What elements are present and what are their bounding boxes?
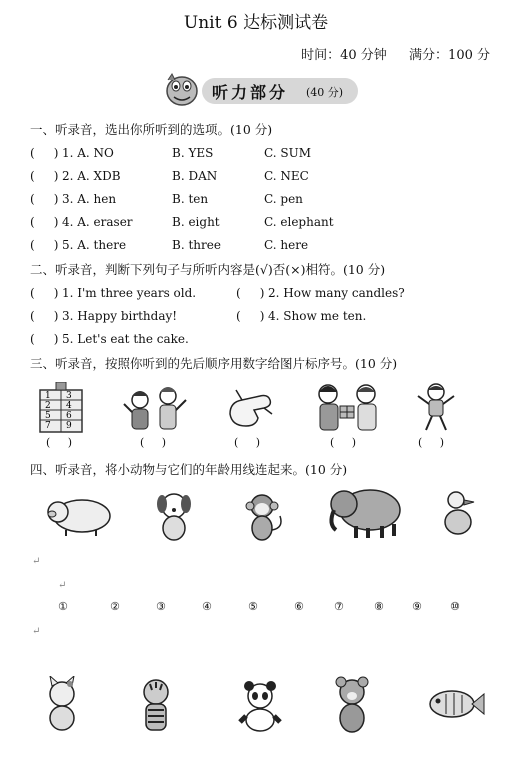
age-number[interactable]: ③ (156, 600, 166, 613)
elephant-picture (324, 484, 404, 540)
age-number[interactable]: ⑩ (450, 600, 460, 613)
question-option-a: 1. A. NO (62, 146, 114, 160)
age-number[interactable]: ⑧ (374, 600, 384, 613)
judgement-sentence: 3. Happy birthday! (62, 309, 178, 323)
question-option-a: 5. A. there (62, 238, 127, 252)
chart-number: 4 (66, 401, 72, 411)
judgement-sentence: 1. I'm three years old. (62, 286, 197, 300)
panda-picture (236, 678, 284, 732)
monkey-picture (238, 490, 288, 542)
judgement-sentence: 4. Show me ten. (268, 309, 367, 323)
paragraph-mark: ↵ (32, 626, 41, 637)
list-item: ( ) (30, 215, 59, 229)
age-number[interactable]: ⑤ (248, 600, 258, 613)
chart-number: 5 (45, 411, 51, 421)
chart-number: 3 (66, 391, 72, 401)
list-item: ( ) (30, 286, 59, 300)
page-title: Unit 6 达标测试卷 (183, 13, 329, 33)
duck-picture (440, 488, 478, 540)
section3-heading: 三、听录音，按照你听到的先后顺序用数字给图片标序号。(10 分) (30, 356, 398, 371)
list-item: ( ) (30, 192, 59, 206)
list-item: ( ) (30, 146, 59, 160)
question-option-c: C. here (264, 238, 309, 252)
age-number[interactable]: ② (110, 600, 120, 613)
fish-picture (424, 684, 486, 724)
picture-number-blank[interactable]: ( ) (330, 436, 357, 449)
number-chart-picture (36, 382, 86, 434)
question-option-c: C. pen (264, 192, 303, 206)
chart-number: 7 (45, 421, 51, 431)
question-option-b: B. YES (172, 146, 214, 160)
bear-picture (332, 676, 372, 734)
puppy-picture (152, 488, 198, 542)
mascot-icon (162, 72, 202, 110)
list-item: ( ) (236, 286, 265, 300)
list-item: ( ) (30, 169, 59, 183)
tiger-picture (134, 676, 178, 734)
exam-meta (301, 44, 490, 63)
listening-banner (160, 72, 360, 110)
age-number[interactable]: ⑨ (412, 600, 422, 613)
question-option-a: 4. A. eraser (62, 215, 133, 229)
picture-number-blank[interactable]: ( ) (418, 436, 445, 449)
question-option-b: B. three (172, 238, 221, 252)
age-number[interactable]: ⑥ (294, 600, 304, 613)
question-option-c: C. elephant (264, 215, 334, 229)
judgement-sentence: 2. How many candles? (268, 286, 405, 300)
chart-number: 1 (45, 391, 51, 401)
list-item: ( ) (30, 238, 59, 252)
list-item: ( ) (30, 332, 59, 346)
judgement-sentence: 5. Let's eat the cake. (62, 332, 189, 346)
running-boy-picture (412, 380, 460, 436)
age-number[interactable]: ① (58, 600, 68, 613)
age-number[interactable]: ④ (202, 600, 212, 613)
picture-number-blank[interactable]: ( ) (46, 436, 73, 449)
hand-gesture-picture (224, 386, 276, 432)
picture-number-blank[interactable]: ( ) (234, 436, 261, 449)
question-option-c: C. SUM (264, 146, 312, 160)
score-label: 满分：100 分 (409, 48, 490, 63)
section4-heading: 四、听录音，将小动物与它们的年龄用线连起来。(10 分) (30, 462, 348, 477)
list-item: ( ) (30, 309, 59, 323)
section1-heading: 一、听录音，选出你所听到的选项。(10 分) (30, 122, 273, 137)
pig-picture (44, 492, 114, 536)
question-option-b: B. DAN (172, 169, 218, 183)
question-option-a: 2. A. XDB (62, 169, 121, 183)
kitten-picture (40, 676, 84, 732)
paragraph-mark: ↵ (58, 580, 67, 591)
question-option-b: B. ten (172, 192, 209, 206)
chart-number: 6 (66, 411, 72, 421)
chart-number: 2 (45, 401, 51, 411)
time-label: 时间：40 分钟 (301, 48, 387, 63)
list-item: ( ) (236, 309, 265, 323)
paragraph-mark: ↵ (32, 556, 41, 567)
birthday-gift-picture (312, 380, 382, 436)
question-option-b: B. eight (172, 215, 220, 229)
chart-number: 9 (66, 421, 72, 431)
question-option-a: 3. A. hen (62, 192, 117, 206)
children-picture (122, 382, 190, 434)
banner-text: 听力部分 (212, 83, 289, 102)
section2-heading: 二、听录音，判断下列句子与所听内容是(√)否(×)相符。(10 分) (30, 262, 386, 277)
question-option-c: C. NEC (264, 169, 309, 183)
banner-score: (40 分) (306, 86, 344, 99)
picture-number-blank[interactable]: ( ) (140, 436, 167, 449)
age-number[interactable]: ⑦ (334, 600, 344, 613)
